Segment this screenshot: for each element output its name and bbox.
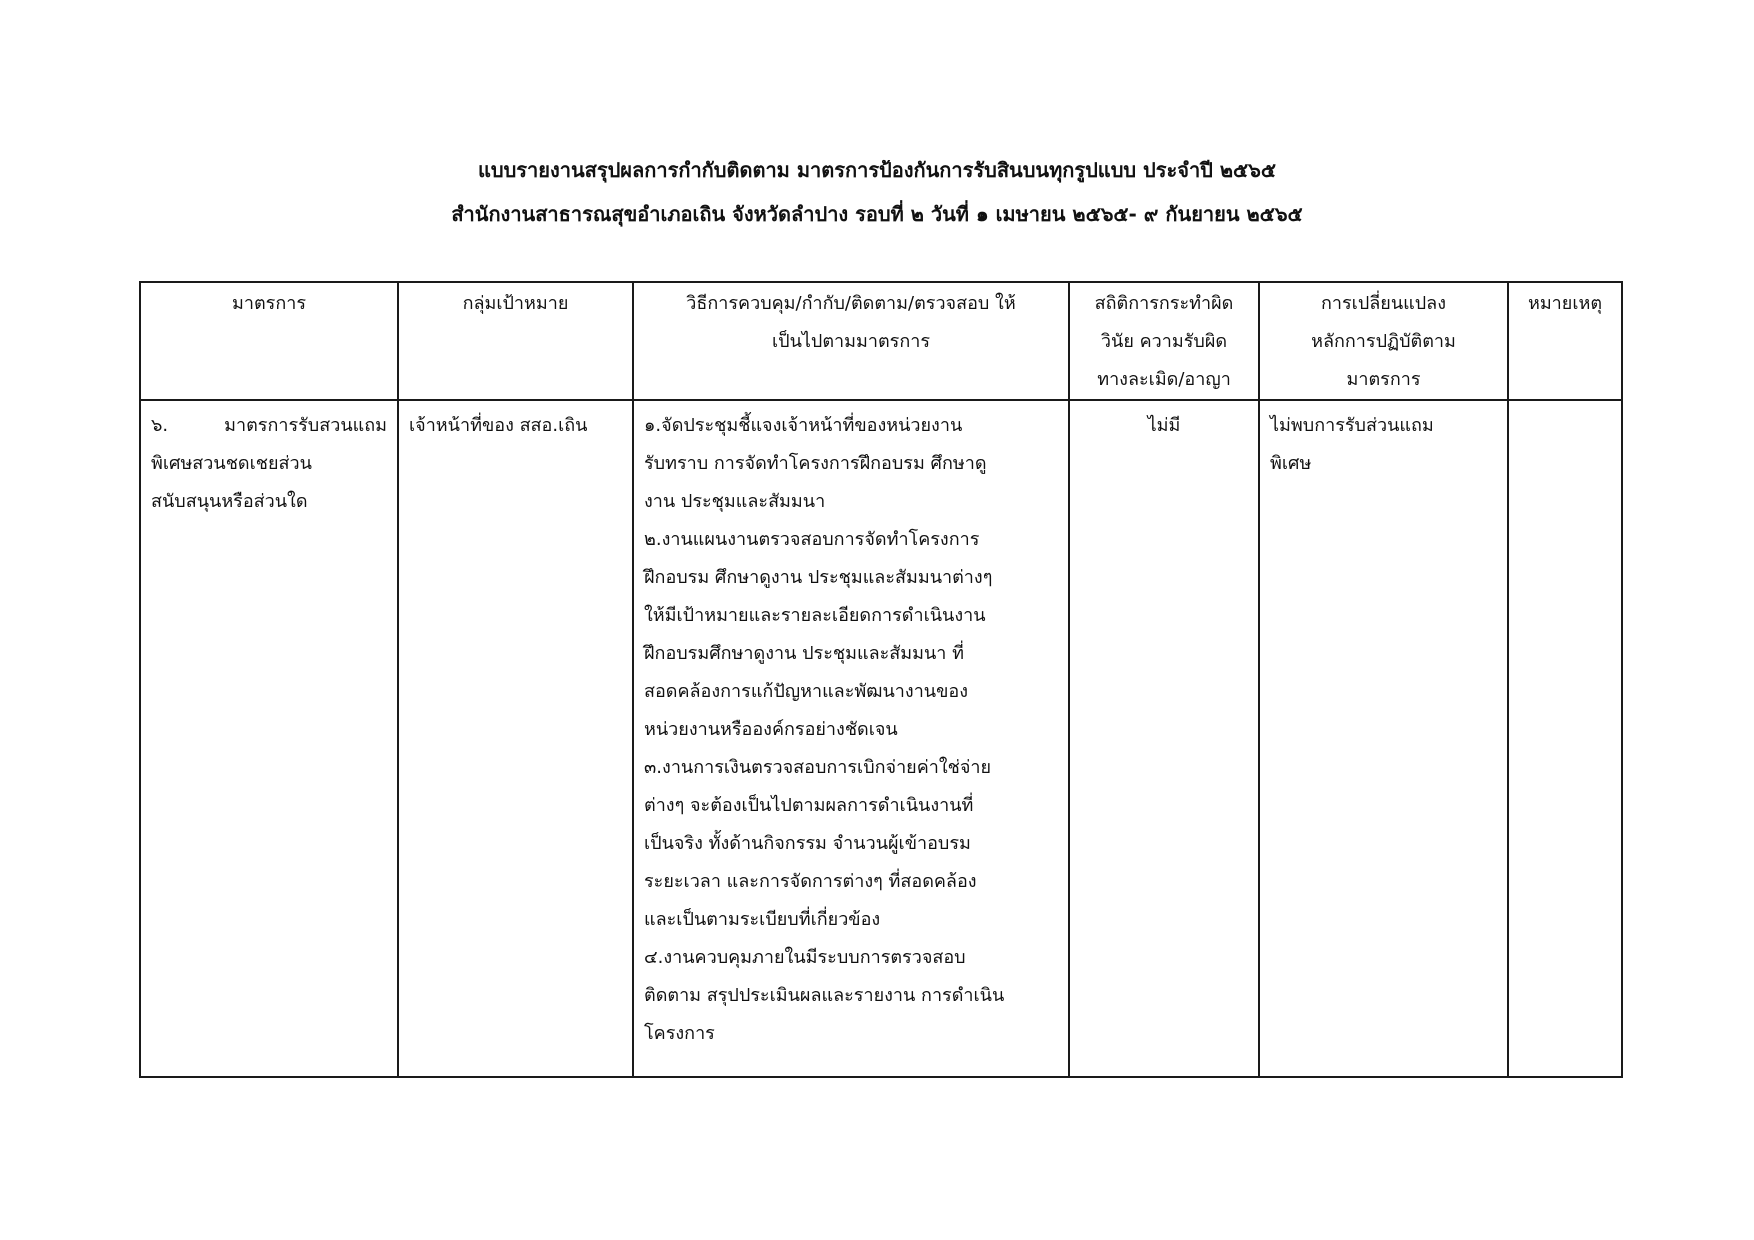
cell-target-group	[398, 400, 633, 1077]
cell-text-line: ต่างๆ จะต้องเป็นไปตามผลการดำเนินงานที่	[644, 795, 974, 816]
cell-text-line: หมายเหตุ	[1527, 293, 1603, 314]
cell-text-line: ๓.งานการเงินตรวจสอบการเบิกจ่ายค่าใช่จ่าย	[644, 757, 992, 778]
header-practice-change	[1259, 282, 1508, 400]
cell-text-line: ฝึกอบรมศึกษาดูงาน ประชุมและสัมมนา ที่	[644, 643, 964, 664]
header-offense-statistics	[1069, 282, 1259, 400]
cell-text-line: ไม่พบการรับส่วนแถม	[1270, 415, 1434, 436]
cell-text-line: รับทราบ การจัดทำโครงการฝึกอบรม ศึกษาดู	[644, 453, 987, 474]
cell-text-line: ๔.งานควบคุมภายในมีระบบการตรวจสอบ	[644, 947, 966, 968]
cell-text-line: สถิติการกระทำผิด	[1094, 293, 1234, 314]
cell-control-method	[633, 400, 1069, 1077]
cell-text-line: งาน ประชุมและสัมมนา	[644, 491, 826, 512]
cell-text-line: หลักการปฏิบัติตาม	[1311, 331, 1456, 352]
cell-text-line: ไม่มี	[1147, 415, 1181, 436]
cell-text-line: กลุ่มเป้าหมาย	[462, 293, 569, 314]
cell-text-line: วินัย ความรับผิด	[1100, 331, 1228, 352]
cell-practice-change	[1259, 400, 1508, 1077]
cell-text-line: ฝึกอบรม ศึกษาดูงาน ประชุมและสัมมนาต่างๆ	[644, 567, 993, 588]
cell-text-line: มาตรการ	[1346, 369, 1421, 390]
table-row	[140, 400, 1622, 1077]
cell-text-line: ๖. มาตรการรับสวนแถม	[151, 415, 387, 436]
header-target-group	[398, 282, 633, 400]
cell-text-line: ๒.งานแผนงานตรวจสอบการจัดทำโครงการ	[644, 529, 980, 550]
cell-text-line: เป็นไปตามมาตรการ	[771, 331, 931, 352]
cell-text-line: ให้มีเป้าหมายและรายละเอียดการดำเนินงาน	[644, 605, 986, 626]
cell-text-line: สนับสนุนหรือส่วนใด	[151, 491, 308, 512]
cell-text-line: ระยะเวลา และการจัดการต่างๆ ที่สอดคล้อง	[644, 871, 977, 892]
cell-text-line: ๑.จัดประชุมชี้แจงเจ้าหน้าที่ของหน่วยงาน	[644, 415, 963, 436]
report-title: แบบรายงานสรุปผลการกำกับติดตาม มาตรการป้องกันการรับสินบนทุกรูปแบบ ประจำปี ๒๕๖๕	[478, 158, 1276, 182]
cell-text-line: ทางละเมิด/อาญา	[1097, 369, 1231, 390]
cell-text-line: การเปลี่ยนแปลง	[1321, 293, 1446, 314]
report-table	[139, 281, 1623, 1078]
cell-text-line: โครงการ	[644, 1023, 715, 1044]
header-control-method	[633, 282, 1069, 400]
cell-text-line: วิธีการควบคุม/กำกับ/ติดตาม/ตรวจสอบ ให้	[686, 293, 1016, 314]
cell-remark	[1508, 400, 1622, 1077]
header-measure	[140, 282, 398, 400]
cell-offense-statistics	[1069, 400, 1259, 1077]
cell-text-line: พิเศษสวนชดเชยส่วน	[151, 453, 312, 474]
cell-text-line: สอดคล้องการแก้ปัญหาและพัฒนางานของ	[644, 681, 969, 702]
cell-text-line: เจ้าหน้าที่ของ สสอ.เถิน	[409, 415, 588, 436]
table-header-row	[140, 282, 1622, 400]
cell-text-line: เป็นจริง ทั้งด้านกิจกรรม จำนวนผู้เข้าอบรม	[644, 833, 971, 854]
cell-text-line: หน่วยงานหรือองค์กรอย่างชัดเจน	[644, 719, 898, 740]
cell-text-line: มาตรการ	[231, 293, 306, 314]
cell-text-line: ติดตาม สรุปประเมินผลและรายงาน การดำเนิน	[644, 985, 1005, 1006]
header-remark	[1508, 282, 1622, 400]
report-subtitle: สำนักงานสาธารณสุขอำเภอเถิน จังหวัดลำปาง รอบที่ ๒ วันที่ ๑ เมษายน ๒๕๖๕- ๙ กันยายน ๒๕๖๕	[451, 202, 1303, 226]
cell-text-line: พิเศษ	[1270, 453, 1312, 474]
cell-text-line: และเป็นตามระเบียบที่เกี่ยวข้อง	[644, 909, 881, 930]
cell-measure	[140, 400, 398, 1077]
